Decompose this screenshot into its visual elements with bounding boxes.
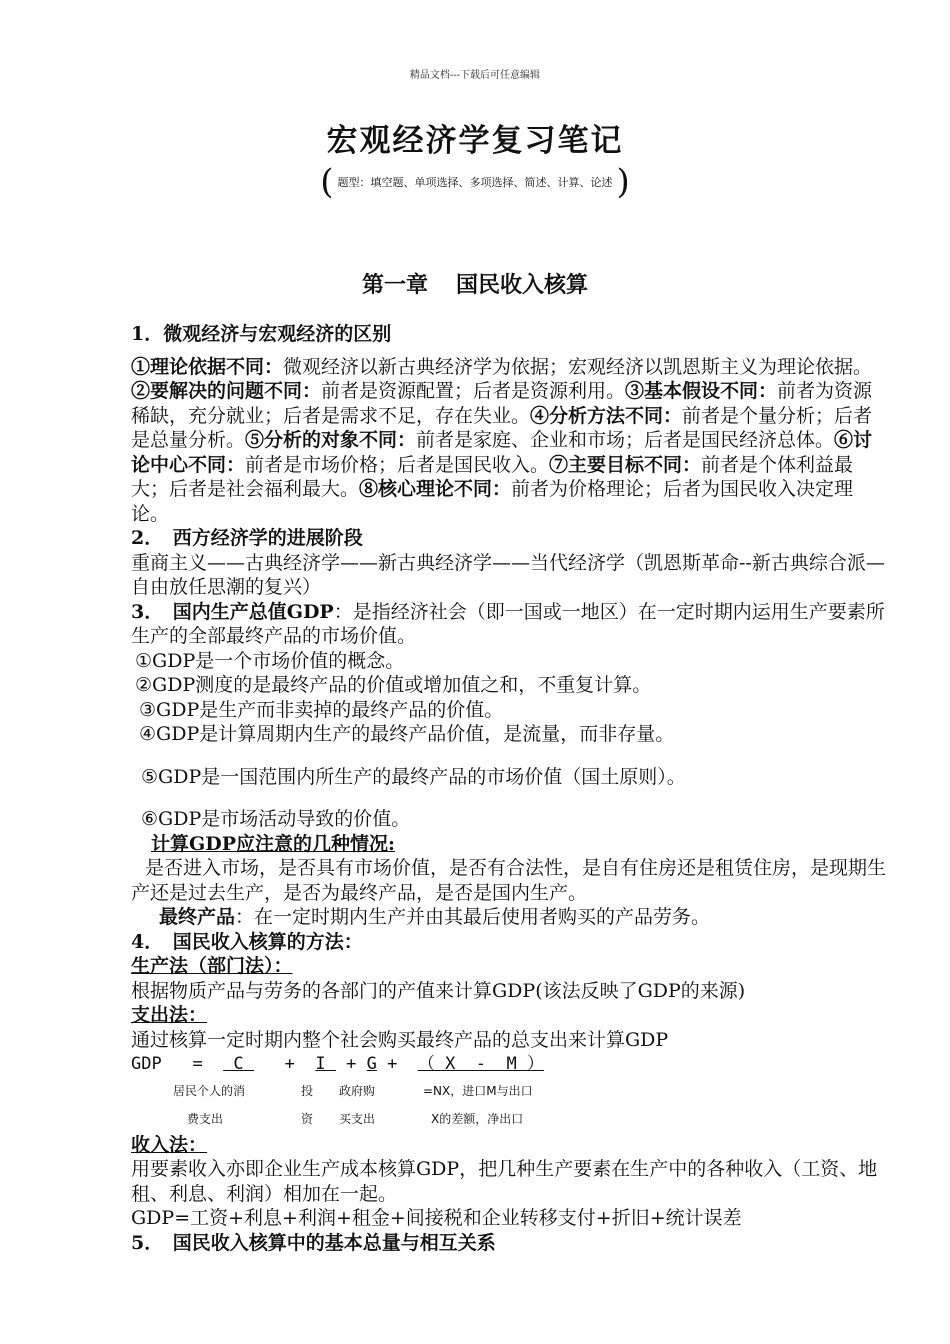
gdp-point-6: ⑥GDP是市场活动导致的价值。: [141, 808, 411, 830]
gdp-note-heading-text: 计算GDP应注意的几种情况:: [151, 832, 396, 855]
note-c-1: 居民个人的消: [173, 1083, 246, 1098]
section-2-text: 重商主义——古典经济学——新古典经济学——当代经济学（凯恩斯革命--新古典综合派—自由放任思潮的复兴）: [131, 551, 885, 598]
note-i-1: 投: [301, 1083, 314, 1098]
formula-notes-line-1: [131, 1077, 891, 1105]
note-i-2: 资: [301, 1111, 314, 1126]
formula-xm: （ X - M ）: [417, 1054, 544, 1074]
item-4-value: 前者是个量分析；后者是总量分析。: [131, 404, 873, 451]
section-3-intro: [131, 600, 891, 649]
chapter-number: 第一章: [361, 272, 428, 298]
section-3-heading: 3． 国内生产总值GDP: [131, 600, 334, 623]
gdp-point-2: ②GDP测度的是最终产品的价值或增加值之和，不重复计算。: [135, 674, 652, 696]
gdp-note-text: 是否进入市场，是否具有市场价值，是否有合法性，是自有住房还是租赁住房，是现期生产还是过去生产，是否为最终产品，是否是国内生产。: [131, 857, 887, 904]
document-title: 宏观经济学复习笔记: [326, 123, 624, 159]
item-5-value: 前者是家庭、企业和市场；后者是国民经济总体。: [416, 429, 835, 451]
item-6-key: ⑥讨论中心不同：: [131, 429, 873, 476]
item-3-key: ③基本假设不同：: [625, 380, 778, 402]
formula-c: C: [233, 1054, 244, 1074]
gdp-point-4: ④GDP是计算周期内生产的最终产品价值，是流量，而非存量。: [139, 723, 675, 745]
note-xm-2: X的差额，净出口: [431, 1111, 524, 1126]
expenditure-method-label-text: 支出法：: [131, 1004, 208, 1026]
production-method-text: 根据物质产品与劳务的各部门的产值来计算GDP(该法反映了GDP的来源): [131, 979, 746, 1002]
note-xm-1: =NX，进口M与出口: [423, 1083, 533, 1098]
open-paren: (: [320, 162, 334, 202]
item-2-value: 前者是资源配置；后者是资源利用。: [321, 380, 626, 402]
expenditure-method-text: 通过核算一定时期内整个社会购买最终产品的总支出来计算GDP: [131, 1028, 669, 1051]
chapter-heading: [0, 268, 950, 299]
item-7-value: 前者是个体利益最大；后者是社会福利最大。: [131, 453, 854, 500]
note-c-2: 费支出: [187, 1111, 224, 1126]
final-product-text: ：在一定时期内生产并由其最后使用者购买的产品劳务。: [235, 906, 711, 928]
formula-plus-2: +: [346, 1054, 357, 1074]
item-7-key: ⑦主要目标不同：: [549, 453, 702, 476]
question-types: [0, 162, 950, 202]
production-method-label: [131, 954, 891, 979]
income-method-label: [131, 1133, 891, 1158]
final-product-label: 最终产品: [159, 906, 236, 928]
income-method-label-text: 收入法：: [131, 1133, 208, 1156]
formula-notes-line-2: [131, 1105, 891, 1133]
close-paren: ): [616, 162, 630, 202]
main-content: [131, 322, 891, 1255]
chapter-name: 国民收入核算: [456, 272, 589, 298]
item-4-key: ④分析方法不同：: [530, 404, 683, 427]
item-1-value: 微观经济以新古典经济学为依据；宏观经济以凯恩斯主义为理论依据。: [283, 355, 873, 378]
income-method-formula: GDP=工资+利息+利润+租金+间接税和企业转移支付+折旧+统计误差: [131, 1207, 742, 1229]
formula-g: G: [366, 1054, 377, 1074]
item-3-value: 前者为资源稀缺，充分就业；后者是需求不足，存在失业。: [131, 380, 873, 427]
gdp-point-3: ③GDP是生产而非卖掉的最终产品的价值。: [139, 698, 504, 721]
gdp-point-1: ①GDP是一个市场价值的概念。: [135, 649, 405, 672]
formula-eq: =: [192, 1054, 203, 1074]
item-1-key: ①理论依据不同：: [131, 355, 284, 378]
item-2-key: ②要解决的问题不同：: [131, 380, 322, 402]
formula-i: I: [315, 1054, 326, 1074]
expenditure-method-label: [131, 1003, 891, 1028]
income-method-text: 用要素收入亦即企业生产成本核算GDP，把几种生产要素在生产中的各种收入（工资、地租、利息、利润）相加在一起。: [131, 1158, 878, 1205]
item-5-key: ⑤分析的对象不同：: [245, 429, 417, 451]
expenditure-formula: [131, 1052, 891, 1077]
page-header: 精品文档---下载后可任意编辑: [409, 70, 541, 81]
question-types-text: 题型：填空题、单项选择、多项选择、简述、计算、论述: [337, 176, 613, 189]
item-6-value: 前者是市场价格；后者是国民收入。: [245, 453, 550, 476]
final-product-definition: [131, 905, 891, 930]
gdp-definition: ：是指经济社会（即一国或一地区）在一定时期内运用生产要素所生产的全部最终产品的市场价值。: [131, 600, 885, 647]
section-4-heading: 4． 国民收入核算的方法：: [131, 930, 363, 953]
note-g-1: 政府购: [339, 1083, 376, 1098]
section-5-heading: 5． 国民收入核算中的基本总量与相互关系: [131, 1231, 496, 1254]
note-g-2: 买支出: [339, 1111, 376, 1126]
formula-plus-1: +: [284, 1054, 295, 1074]
formula-gdp: GDP: [131, 1054, 162, 1074]
item-8-key: ⑧核心理论不同：: [359, 478, 512, 500]
production-method-label-text: 生产法（部门法）：: [131, 955, 293, 977]
gdp-point-5: ⑤GDP是一国范围内所生产的最终产品的市场价值（国土原则）。: [141, 765, 686, 788]
item-8-value: 前者为价格理论；后者为国民收入决定理论。: [131, 478, 854, 525]
section-2-heading: 2． 西方经济学的进展阶段: [131, 527, 363, 549]
section-1-heading: 1．微观经济与宏观经济的区别: [131, 323, 392, 345]
section-1-body: [131, 355, 891, 527]
formula-plus-3: +: [387, 1054, 398, 1074]
gdp-note-heading: [131, 832, 891, 857]
